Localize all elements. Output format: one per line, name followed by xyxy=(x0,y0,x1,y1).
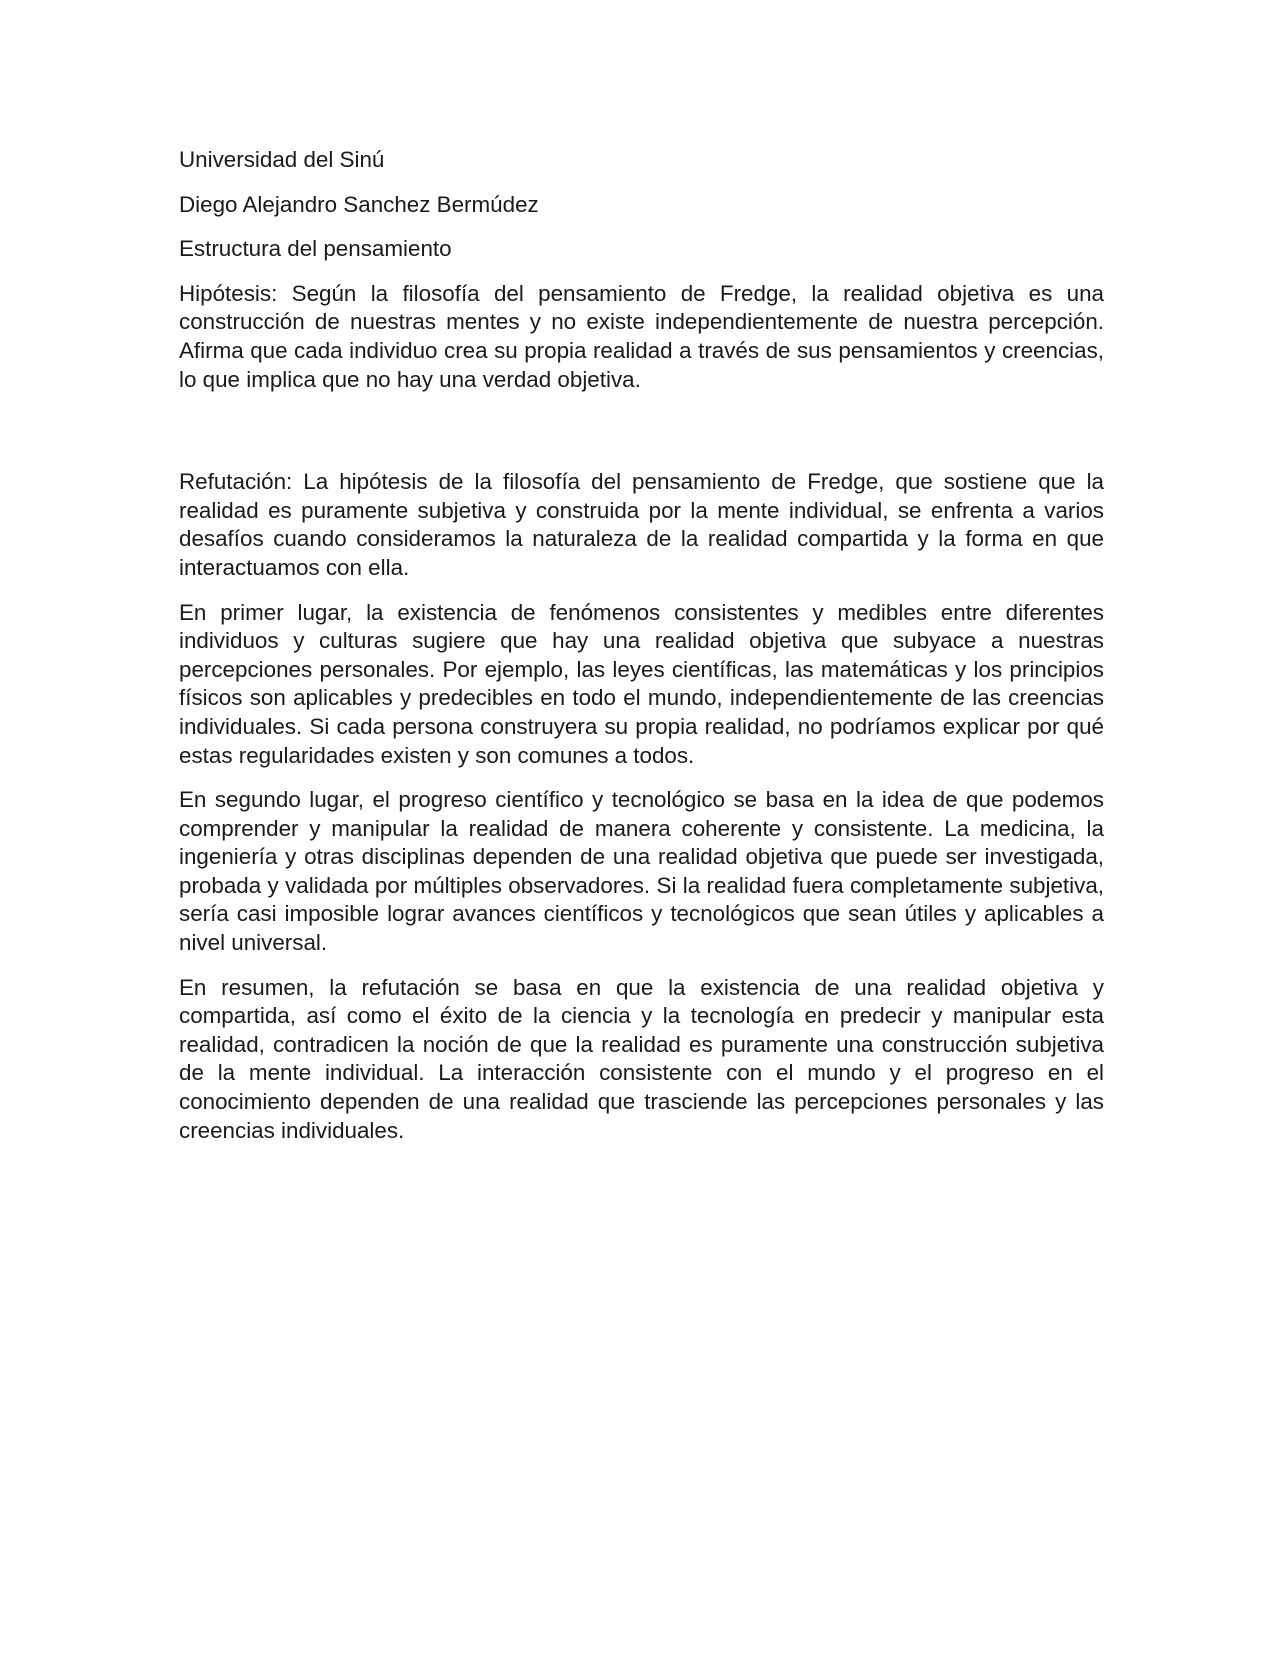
document-body xyxy=(179,146,1104,1161)
subject-title: Estructura del pensamiento xyxy=(179,236,452,262)
refutation-paragraph: Refutación: La hipótesis de la filosofía del pensamiento de Fredge, que sostiene que la realidad es puramente subjetiva y construida por la mente individual, se enfrenta a varios desafíos cuando consideramos la naturaleza de la realidad compartida y la forma en que interactuamos con ella. xyxy=(179,469,1104,580)
first-point-paragraph: En primer lugar, la existencia de fenómenos consistentes y medibles entre diferentes individuos y culturas sugiere que hay una realidad objetiva que subyace a nuestras percepciones personales. Por ejemplo, las leyes científicas, las matemáticas y los principios físicos son aplicables y predecibles en todo el mundo, independientemente de las creencias individuales. Si cada persona construyera su propia realidad, no podríamos explicar por qué estas regularidades existen y son comunes a todos. xyxy=(179,599,1104,768)
summary-paragraph: En resumen, la refutación se basa en que la existencia de una realidad objetiva y compartida, así como el éxito de la ciencia y la tecnología en predecir y manipular esta realidad, contradicen la noción de que la realidad es puramente una construcción subjetiva de la mente individual. La interacción consistente con el mundo y el progreso en el conocimiento dependen de una realidad que trasciende las percepciones personales y las creencias individuales. xyxy=(179,974,1104,1143)
hypothesis-paragraph: Hipótesis: Según la filosofía del pensamiento de Fredge, la realidad objetiva es una construcción de nuestras mentes y no existe independientemente de nuestra percepción. Afirma que cada individuo crea su propia realidad a través de sus pensamientos y creencias, lo que implica que no hay una verdad objetiva. xyxy=(179,280,1104,392)
paragraph-spacer xyxy=(179,410,1104,468)
second-point-paragraph: En segundo lugar, el progreso científico y tecnológico se basa en la idea de que podemos comprender y manipular la realidad de manera coherente y consistente. La medicina, la ingeniería y otras disciplinas dependen de una realidad objetiva que puede ser investigada, probada y validada por múltiples observadores. Si la realidad fuera completamente subjetiva, sería casi imposible lograr avances científicos y tecnológicos que sean útiles y aplicables a nivel universal. xyxy=(179,787,1104,956)
author-name: Diego Alejandro Sanchez Bermúdez xyxy=(179,191,539,217)
institution-name: Universidad del Sinú xyxy=(179,147,385,172)
